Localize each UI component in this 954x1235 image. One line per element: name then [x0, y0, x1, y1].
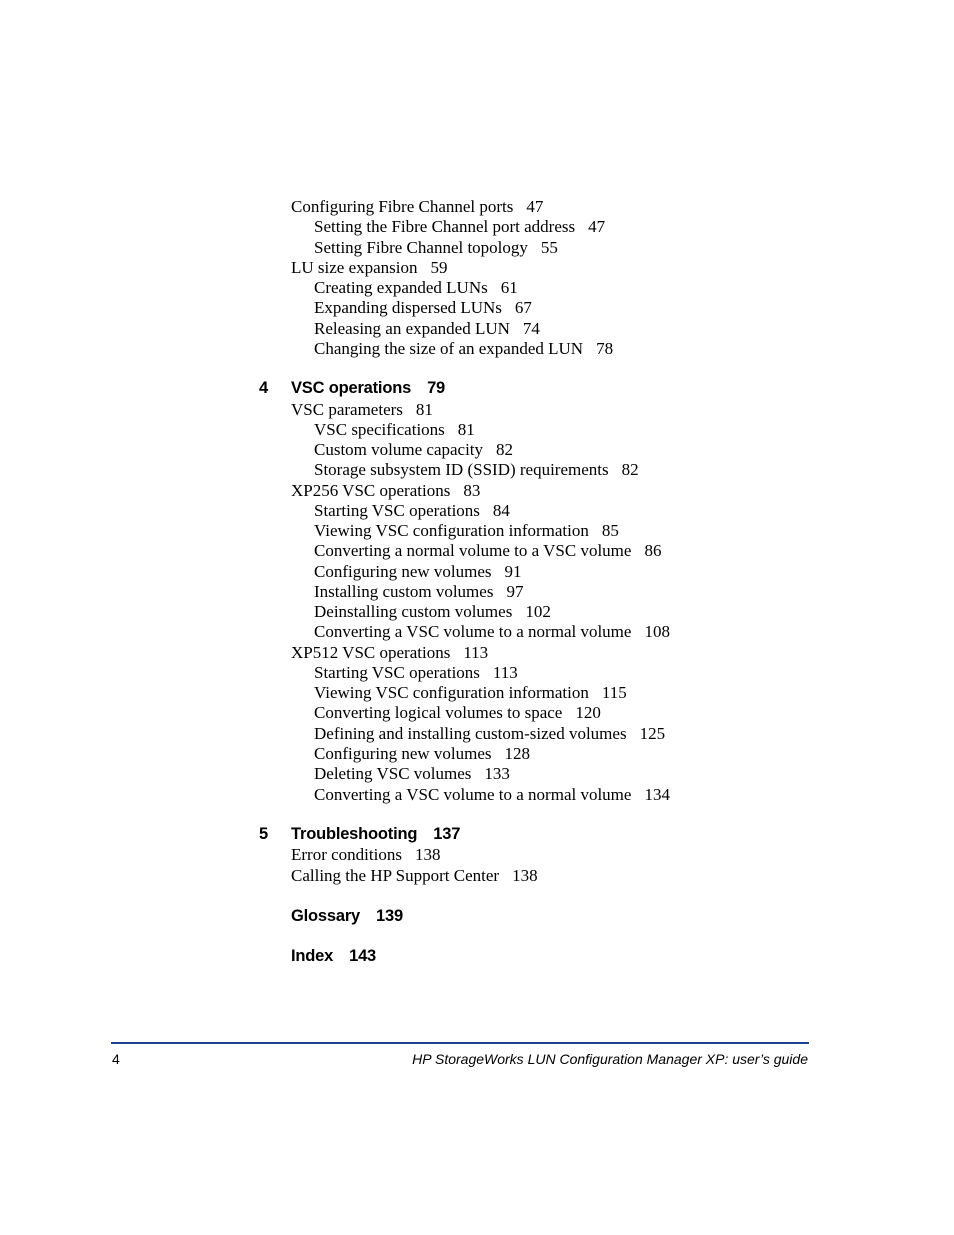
- toc-subentry[interactable]: [314, 703, 601, 723]
- toc-entry-title: Configuring new volumes: [314, 562, 492, 581]
- toc-entry-title: Converting a VSC volume to a normal volume: [314, 785, 632, 804]
- toc-entry-title: Converting a VSC volume to a normal volume: [314, 622, 632, 641]
- toc-entry-page: 102: [525, 602, 551, 621]
- toc-entry-title: Setting the Fibre Channel port address: [314, 217, 576, 236]
- toc-entry-title: Releasing an expanded LUN: [314, 319, 510, 338]
- index-title: Index: [291, 947, 334, 965]
- toc-entry-page: 97: [506, 582, 524, 601]
- toc-subentry[interactable]: [314, 785, 670, 805]
- chapter-heading[interactable]: [0, 824, 954, 844]
- toc-entry[interactable]: [291, 481, 480, 501]
- toc-subentry[interactable]: [314, 319, 540, 339]
- toc-entry-title: XP512 VSC operations: [291, 643, 451, 662]
- toc-entry-title: Converting logical volumes to space: [314, 703, 563, 722]
- toc-subentry[interactable]: [314, 764, 510, 784]
- toc-entry-page: 138: [414, 845, 441, 864]
- toc-entry-title: Defining and installing custom-sized volumes: [314, 724, 627, 743]
- toc-entry-page: 138: [512, 866, 538, 885]
- chapter-number: 4: [259, 379, 268, 397]
- toc-entry[interactable]: [291, 197, 543, 217]
- toc-entry-title: Starting VSC operations: [314, 501, 480, 520]
- toc-entry-page: 113: [463, 643, 489, 662]
- toc-entry-page: 82: [621, 460, 639, 479]
- toc-entry-title: Custom volume capacity: [314, 440, 484, 459]
- toc-entry-page: 61: [500, 278, 518, 297]
- toc-subentry[interactable]: [314, 298, 532, 318]
- toc-entry-page: 67: [514, 298, 532, 317]
- toc-subentry[interactable]: [314, 278, 518, 298]
- chapter-heading[interactable]: [0, 378, 954, 398]
- toc-subentry[interactable]: [314, 339, 613, 359]
- toc-entry-page: 81: [415, 400, 433, 419]
- toc-entry-title: Configuring Fibre Channel ports: [291, 197, 514, 216]
- chapter-number: 5: [259, 825, 268, 843]
- index-heading[interactable]: [0, 946, 954, 966]
- toc-entry-title: Setting Fibre Channel topology: [314, 238, 528, 257]
- toc-entry-title: Deleting VSC volumes: [314, 764, 472, 783]
- toc-entry-page: 91: [504, 562, 522, 581]
- toc-entry[interactable]: [291, 845, 440, 865]
- toc-entry-page: 108: [644, 622, 670, 641]
- toc-entry-title: Storage subsystem ID (SSID) requirements: [314, 460, 609, 479]
- toc-entry-page: 82: [496, 440, 514, 459]
- toc-entry-page: 85: [601, 521, 619, 540]
- footer-rule: [111, 1042, 809, 1044]
- toc-entry-page: 134: [644, 785, 670, 804]
- toc-subentry[interactable]: [314, 420, 475, 440]
- toc-subentry[interactable]: [314, 562, 522, 582]
- toc-entry[interactable]: [291, 258, 448, 278]
- toc-subentry[interactable]: [314, 440, 513, 460]
- toc-subentry[interactable]: [314, 602, 551, 622]
- toc-entry-page: 86: [644, 541, 662, 560]
- toc-subentry[interactable]: [314, 683, 627, 703]
- toc-entry-page: 133: [484, 764, 510, 783]
- toc-entry-title: Expanding dispersed LUNs: [314, 298, 502, 317]
- toc-entry-page: 120: [575, 703, 601, 722]
- toc-entry-page: 84: [492, 501, 510, 520]
- toc-entry-title: Starting VSC operations: [314, 663, 480, 682]
- chapter-page: 137: [433, 825, 461, 843]
- toc-entry-page: 81: [457, 420, 475, 439]
- toc-subentry[interactable]: [314, 663, 518, 683]
- toc-entry-page: 55: [540, 238, 558, 257]
- toc-entry-title: VSC parameters: [291, 400, 403, 419]
- toc-entry-title: Viewing VSC configuration information: [314, 521, 589, 540]
- chapter-title: Troubleshooting: [291, 825, 418, 843]
- toc-entry-title: Changing the size of an expanded LUN: [314, 339, 584, 358]
- toc-entry-title: VSC specifications: [314, 420, 445, 439]
- chapter-page: 79: [427, 379, 446, 397]
- toc-entry-title: Calling the HP Support Center: [291, 866, 500, 885]
- footer-page-number: 4: [112, 1051, 120, 1067]
- toc-subentry[interactable]: [314, 238, 558, 258]
- toc-entry-page: 74: [522, 319, 540, 338]
- toc-entry-title: Viewing VSC configuration information: [314, 683, 589, 702]
- toc-subentry[interactable]: [314, 744, 530, 764]
- chapter-title: VSC operations: [291, 379, 412, 397]
- toc-entry-title: Creating expanded LUNs: [314, 278, 488, 297]
- toc-entry-page: 115: [601, 683, 627, 702]
- toc-entry[interactable]: [291, 643, 488, 663]
- toc-entry-title: Converting a normal volume to a VSC volume: [314, 541, 632, 560]
- toc-entry-page: 128: [504, 744, 531, 763]
- toc-entry-title: XP256 VSC operations: [291, 481, 451, 500]
- glossary-page: 139: [376, 907, 403, 925]
- toc-entry-page: 83: [463, 481, 481, 500]
- toc-entry-page: 47: [526, 197, 544, 216]
- toc-entry-page: 113: [492, 663, 518, 682]
- toc-subentry[interactable]: [314, 501, 510, 521]
- glossary-heading[interactable]: [0, 906, 954, 926]
- toc-entry-page: 78: [596, 339, 614, 358]
- index-page: 143: [349, 947, 377, 965]
- toc-entry-title: Installing custom volumes: [314, 582, 494, 601]
- toc-entry-title: Deinstalling custom volumes: [314, 602, 513, 621]
- toc-entry-page: 125: [639, 724, 666, 743]
- toc-entry-title: LU size expansion: [291, 258, 418, 277]
- toc-subentry[interactable]: [314, 622, 670, 642]
- toc-entry-page: 59: [430, 258, 448, 277]
- toc-entry[interactable]: [291, 400, 433, 420]
- toc-subentry[interactable]: [314, 217, 605, 237]
- toc-subentry[interactable]: [314, 521, 619, 541]
- toc-subentry[interactable]: [314, 582, 523, 602]
- toc-entry-title: Configuring new volumes: [314, 744, 492, 763]
- footer-book-title: HP StorageWorks LUN Configuration Manager XP: user’s guide: [412, 1051, 808, 1067]
- toc-entry-page: 47: [588, 217, 606, 236]
- toc-entry[interactable]: [291, 866, 538, 886]
- toc-subentry[interactable]: [314, 541, 661, 561]
- toc-subentry[interactable]: [314, 724, 665, 744]
- toc-subentry[interactable]: [314, 460, 639, 480]
- toc-entry-title: Error conditions: [291, 845, 402, 864]
- glossary-title: Glossary: [291, 907, 361, 925]
